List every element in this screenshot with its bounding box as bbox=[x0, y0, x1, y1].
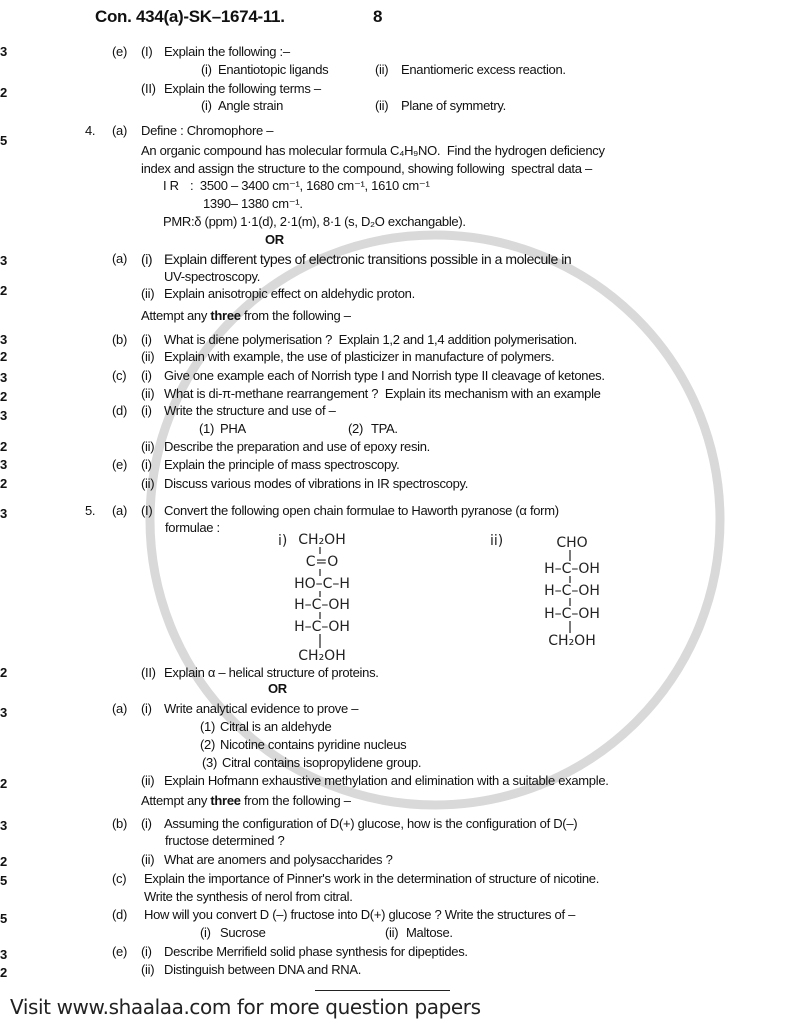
structure-group: CH₂OH bbox=[548, 633, 596, 649]
question-text: Sucrose bbox=[220, 925, 266, 940]
part-label: (b) bbox=[112, 332, 127, 347]
structure-group: CH₂OH bbox=[298, 532, 346, 548]
part-label: (a) bbox=[112, 701, 127, 716]
question-text: UV-spectroscopy. bbox=[164, 269, 261, 284]
part-label: (c) bbox=[112, 368, 127, 383]
question-text: TPA. bbox=[371, 421, 398, 436]
instruction-emphasis: three bbox=[210, 793, 241, 808]
part-label: (a) bbox=[112, 123, 127, 138]
subpart-label: (i) bbox=[141, 368, 152, 383]
marks: 2 bbox=[0, 85, 8, 100]
marks: 3 bbox=[0, 947, 8, 962]
question-text: Explain with example, the use of plasticizer in manufacture of polymers. bbox=[164, 349, 555, 364]
marks: 2 bbox=[0, 439, 8, 454]
marks: 2 bbox=[0, 854, 8, 869]
subpart-label: (ii) bbox=[141, 439, 155, 454]
subpart-label: (i) bbox=[201, 62, 212, 77]
question-text: Discuss various modes of vibrations in IR spectroscopy. bbox=[164, 476, 469, 491]
marks: 3 bbox=[0, 370, 8, 385]
question-text: Explain the principle of mass spectroscopy. bbox=[164, 457, 400, 472]
question-text: Write the synthesis of nerol from citral. bbox=[144, 889, 353, 904]
marks: 3 bbox=[0, 506, 8, 521]
part-label: (b) bbox=[112, 816, 127, 831]
marks: 2 bbox=[0, 965, 8, 980]
question-text: Describe Merrifield solid phase synthesis for dipeptides. bbox=[164, 944, 468, 959]
marks: 2 bbox=[0, 349, 8, 364]
part-label: (a) bbox=[112, 503, 127, 518]
question-text: Describe the preparation and use of epoxy resin. bbox=[164, 439, 430, 454]
question-text: Angle strain bbox=[218, 98, 284, 113]
question-text: Convert the following open chain formulae to Haworth pyranose (α form) bbox=[164, 503, 559, 518]
part-label: (c) bbox=[112, 871, 127, 886]
subpart-label: (3) bbox=[202, 755, 217, 770]
marks: 3 bbox=[0, 44, 8, 59]
page-number: 8 bbox=[373, 7, 383, 26]
marks: 3 bbox=[0, 705, 8, 720]
instruction-tail: from the following – bbox=[240, 793, 351, 808]
structure-label: i) bbox=[278, 533, 288, 549]
part-label: (d) bbox=[112, 907, 127, 922]
marks: 2 bbox=[0, 665, 8, 680]
subpart-label: (ii) bbox=[141, 852, 155, 867]
or-separator: OR bbox=[265, 232, 284, 247]
part-label: (e) bbox=[112, 944, 127, 959]
question-text: Citral is an aldehyde bbox=[220, 719, 332, 734]
question-text: Enantiomeric excess reaction. bbox=[401, 62, 566, 77]
subpart-label: (i) bbox=[200, 925, 211, 940]
question-text: Explain the following terms – bbox=[164, 81, 321, 96]
subpart-label: (i) bbox=[141, 403, 152, 418]
question-text: Explain different types of electronic transitions possible in a molecule in bbox=[164, 251, 572, 267]
question-text: Assuming the configuration of D(+) glucose, how is the configuration of D(–) bbox=[164, 816, 578, 831]
subpart-label: (I) bbox=[141, 503, 153, 518]
subpart-label: (i) bbox=[141, 457, 152, 472]
structure-group: CH₂OH bbox=[298, 648, 346, 664]
marks: 5 bbox=[0, 133, 8, 148]
question-text: Explain Hofmann exhaustive methylation and elimination with a suitable example. bbox=[164, 773, 609, 788]
subpart-label: (ii) bbox=[141, 476, 155, 491]
subpart-label: (ii) bbox=[141, 962, 155, 977]
subpart-label: (ii) bbox=[141, 386, 155, 401]
subpart-label: (i) bbox=[141, 701, 152, 716]
instruction-text bbox=[141, 308, 351, 324]
end-rule bbox=[315, 990, 450, 991]
subpart-label: (ii) bbox=[141, 349, 155, 364]
subpart-label: I R bbox=[163, 178, 179, 193]
question-text: fructose determined ? bbox=[165, 833, 285, 848]
paper-code: Con. 434(a)-SK–1674-11. bbox=[95, 7, 285, 26]
part-label: (e) bbox=[112, 44, 127, 59]
subpart-label: (i) bbox=[141, 332, 152, 347]
marks: 3 bbox=[0, 457, 8, 472]
instruction-head: Attempt any bbox=[141, 793, 211, 808]
or-separator: OR bbox=[268, 681, 287, 696]
question-text: Explain α – helical structure of proteins. bbox=[164, 665, 379, 680]
question-text: 1390– 1380 cm⁻¹. bbox=[203, 196, 303, 211]
question-text: What are anomers and polysaccharides ? bbox=[164, 852, 393, 867]
marks: 5 bbox=[0, 873, 8, 888]
part-label: (d) bbox=[112, 403, 127, 418]
instruction-tail: from the following – bbox=[240, 308, 351, 323]
question-text: Define : Chromophore – bbox=[141, 123, 274, 138]
question-text: Write analytical evidence to prove – bbox=[164, 701, 359, 716]
marks: 2 bbox=[0, 476, 8, 491]
subpart-label: (I) bbox=[141, 44, 153, 59]
structure-group: H–C–OH bbox=[294, 597, 350, 613]
part-label: (e) bbox=[112, 457, 127, 472]
structure-group: H–C–OH bbox=[544, 561, 600, 577]
question-text: Explain the following :– bbox=[164, 44, 290, 59]
marks: 5 bbox=[0, 911, 8, 926]
instruction-emphasis: three bbox=[210, 308, 241, 323]
subpart-label: (ii) bbox=[141, 773, 155, 788]
question-text: Give one example each of Norrish type I and Norrish type II cleavage of ketones. bbox=[164, 368, 605, 383]
question-text: Write the structure and use of – bbox=[164, 403, 336, 418]
question-text: Explain anisotropic effect on aldehydic proton. bbox=[164, 286, 415, 301]
question-text: What is di-π-methane rearrangement ? Explain its mechanism with an example bbox=[164, 386, 601, 401]
question-text: Maltose. bbox=[406, 925, 453, 940]
structure-group: C=O bbox=[305, 554, 339, 570]
question-text: Nicotine contains pyridine nucleus bbox=[220, 737, 407, 752]
structure-group: CHO bbox=[556, 535, 588, 551]
marks: 2 bbox=[0, 776, 8, 791]
question-number: 5. bbox=[85, 503, 96, 518]
question-text: index and assign the structure to the compound, showing following spectral data – bbox=[141, 161, 592, 176]
question-text: Enantiotopic ligands bbox=[218, 62, 329, 77]
question-text: Plane of symmetry. bbox=[401, 98, 506, 113]
question-text: PMR:δ (ppm) 1·1(d), 2·1(m), 8·1 (s, D₂O exchangable). bbox=[163, 214, 466, 229]
subpart-label: (2) bbox=[200, 737, 215, 752]
structure-label: ii) bbox=[490, 533, 504, 549]
question-text: Citral contains isopropylidene group. bbox=[222, 755, 422, 770]
subpart-label: (II) bbox=[141, 81, 156, 96]
question-text: formulae : bbox=[165, 520, 220, 535]
question-text: How will you convert D (–) fructose into D(+) glucose ? Write the structures of – bbox=[144, 907, 575, 922]
subpart-label: (ii) bbox=[385, 925, 399, 940]
subpart-label: (ii) bbox=[141, 286, 155, 301]
instruction-head: Attempt any bbox=[141, 308, 211, 323]
subpart-label: (i) bbox=[201, 98, 212, 113]
subpart-label: (ii) bbox=[375, 98, 389, 113]
marks: 2 bbox=[0, 389, 8, 404]
subpart-label: (i) bbox=[141, 816, 152, 831]
structure-group: H–C–OH bbox=[544, 606, 600, 622]
marks: 3 bbox=[0, 818, 8, 833]
subpart-label: (i) bbox=[141, 944, 152, 959]
marks: 3 bbox=[0, 332, 8, 347]
question-text: PHA bbox=[220, 421, 246, 436]
footer-text: Visit www.shaalaa.com for more question papers bbox=[10, 995, 481, 1019]
subpart-label: (2) bbox=[348, 421, 363, 436]
structure-group: HO–C–H bbox=[294, 576, 350, 592]
question-text: : 3500 – 3400 cm⁻¹, 1680 cm⁻¹, 1610 cm⁻¹ bbox=[190, 178, 430, 193]
subpart-label: (ii) bbox=[375, 62, 389, 77]
question-text: An organic compound has molecular formula C₄H₉NO. Find the hydrogen deficiency bbox=[141, 143, 605, 158]
subpart-label: (1) bbox=[199, 421, 214, 436]
marks: 3 bbox=[0, 408, 8, 423]
marks: 3 bbox=[0, 253, 8, 268]
subpart-label: (i) bbox=[141, 251, 153, 267]
subpart-label: (II) bbox=[141, 665, 156, 680]
question-number: 4. bbox=[85, 123, 96, 138]
question-text: What is diene polymerisation ? Explain 1,2 and 1,4 addition polymerisation. bbox=[164, 332, 577, 347]
question-text: Explain the importance of Pinner's work in the determination of structure of nicotine. bbox=[144, 871, 600, 886]
structure-group: H–C–OH bbox=[544, 583, 600, 599]
structure-group: H–C–OH bbox=[294, 619, 350, 635]
question-text: Distinguish between DNA and RNA. bbox=[164, 962, 362, 977]
subpart-label: (1) bbox=[200, 719, 215, 734]
part-label: (a) bbox=[112, 251, 127, 266]
instruction-text bbox=[141, 793, 351, 809]
marks: 2 bbox=[0, 283, 8, 298]
